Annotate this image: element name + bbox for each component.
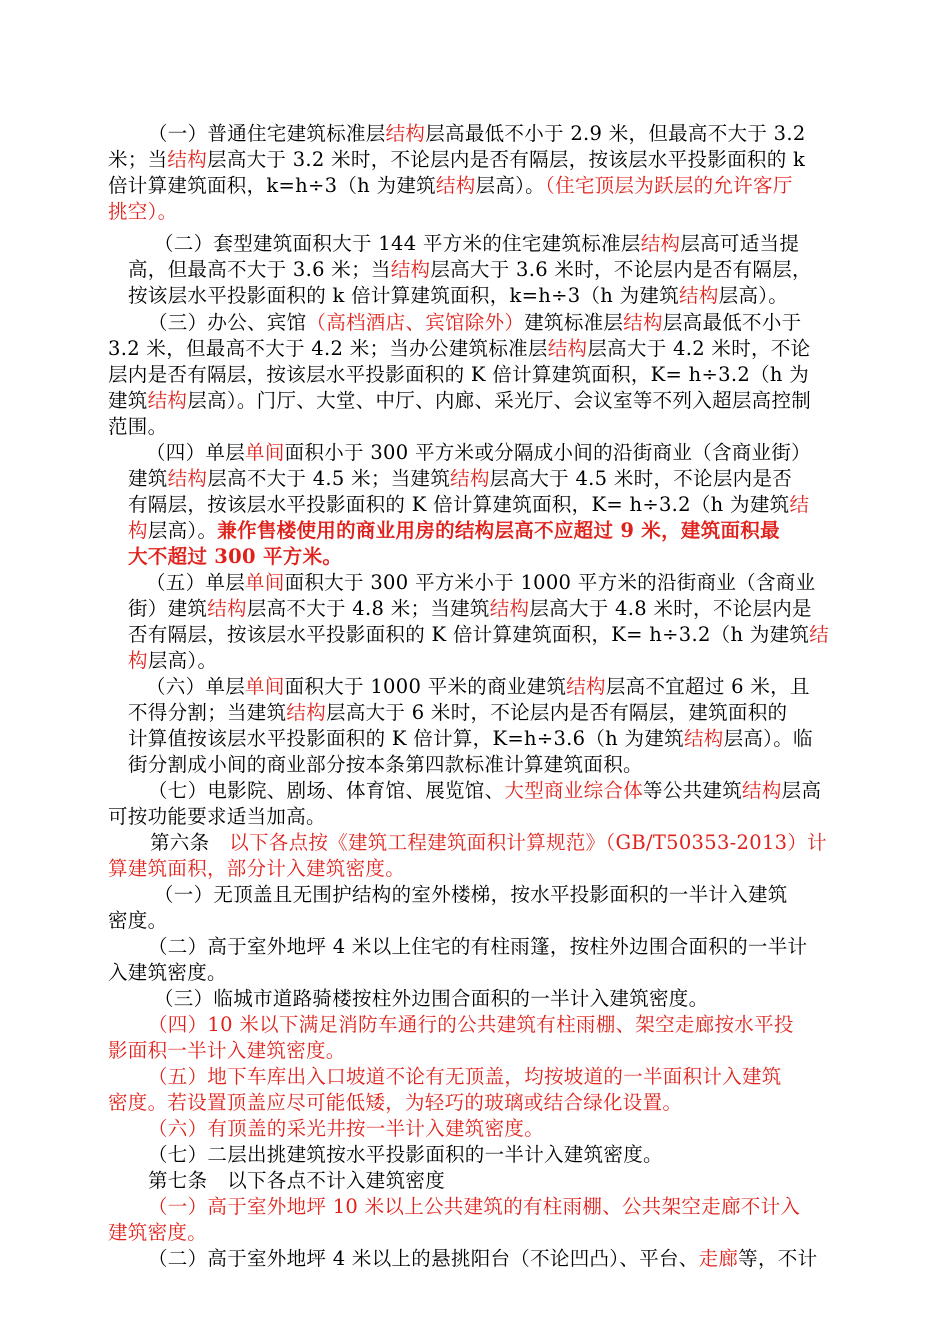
highlighted-text: 挑空）。: [108, 200, 178, 223]
body-text: 层高不宜超过 6 米，且: [605, 675, 810, 698]
highlighted-text: 兼作售楼使用的商业用房的结构层高不应超过 9 米，建筑面积最: [217, 519, 780, 542]
text-line: [154, 882, 851, 908]
body-text: （二）套型建筑面积大于 144 平方米的住宅建筑标准层: [154, 232, 641, 255]
highlighted-text: （住宅顶层为跃层的允许客厅: [544, 174, 793, 197]
text-line: [148, 778, 851, 804]
body-text: 层高大于 4.5 米时，不论层内是否: [489, 467, 793, 490]
highlighted-text: 结构: [623, 311, 663, 334]
body-text: 层高大于 4.2 米时，不论: [587, 337, 811, 360]
body-text: （七）二层出挑建筑按水平投影面积的一半计入建筑密度。: [148, 1143, 663, 1166]
text-line: [108, 908, 851, 934]
text-line: [148, 1116, 851, 1142]
highlighted-text: 结构: [385, 122, 426, 145]
body-text: 建筑标准层: [524, 311, 624, 334]
body-text: 层高大于 3.6 米时，不论层内是否有隔层，: [430, 258, 812, 281]
highlighted-text: 结构: [390, 258, 431, 281]
text-line: [148, 1194, 851, 1220]
highlighted-text: 影面积一半计入建筑密度。: [108, 1039, 346, 1062]
text-line: [148, 1012, 851, 1038]
highlighted-text: 结构: [547, 337, 588, 360]
body-text: 第七条 以下各点不计入建筑密度: [148, 1169, 446, 1192]
body-text: （六）单层: [146, 675, 246, 698]
body-text: （三）办公、宾馆: [148, 311, 307, 334]
highlighted-text: 结构: [683, 727, 724, 750]
highlighted-text: （六）有顶盖的采光井按一半计入建筑密度。: [148, 1117, 545, 1140]
body-text: 3.2 米，但最高不大于 4.2 米；当办公建筑标准层: [108, 337, 548, 360]
body-text: 层高）。临: [723, 727, 813, 750]
text-line: [108, 1220, 851, 1246]
text-line: [128, 648, 851, 674]
body-text: 层高）。: [147, 519, 218, 542]
text-line: [146, 570, 851, 596]
body-text: 层高大于 4.8 米时，不论层内是: [529, 597, 812, 620]
highlighted-text: 单间: [245, 441, 285, 464]
highlighted-text: （四）10 米以下满足消防车通行的公共建筑有柱雨棚、架空走廊按水平投: [148, 1013, 794, 1036]
body-text: 第六条: [150, 831, 230, 854]
body-text: 层高不大于 4.8 米；当建筑: [246, 597, 490, 620]
highlighted-text: 结构: [167, 467, 208, 490]
body-text: 范围。: [108, 415, 168, 438]
body-text: 层高）。: [147, 649, 218, 672]
body-text: （七）电影院、剧场、体育馆、展览馆、: [148, 779, 505, 802]
body-text: 层高最低不小于: [662, 311, 802, 334]
highlighted-text: 结构: [679, 284, 719, 307]
body-text: 层内是否有隔层，按该层水平投影面积的 K 倍计算建筑面积，K= h÷3.2（h 为: [108, 363, 810, 386]
body-text: 密度。: [108, 909, 168, 932]
body-text: 层高）。: [718, 284, 789, 307]
body-text: 面积大于 300 平方米小于 1000 平方米的沿街商业（含商业: [284, 571, 816, 594]
body-text: 层高大于 3.2 米时，不论层内是否有隔层，按该层水平投影面积的 k: [207, 148, 806, 171]
text-line: [128, 700, 851, 726]
body-text: 层高）。门厅、大堂、中厅、内廊、采光厅、会议室等不列入超层高控制: [187, 389, 812, 412]
body-text: （五）单层: [146, 571, 246, 594]
highlighted-text: 结构: [147, 389, 188, 412]
body-text: 街分割成小间的商业部分按本条第四款标准计算建筑面积。: [128, 753, 643, 776]
text-line: [128, 492, 851, 518]
text-line: [108, 388, 851, 414]
text-line: [108, 147, 851, 173]
body-text: 层高最低不小于 2.9 米，但最高不大于 3.2: [425, 122, 806, 145]
body-text: 否有隔层，按该层水平投影面积的 K 倍计算建筑面积，K= h÷3.2（h 为建筑: [128, 623, 810, 646]
body-text: 面积小于 300 平方米或分隔成小间的沿街商业（含商业街）: [284, 441, 811, 464]
text-line: [148, 310, 851, 336]
body-text: 层高可适当提: [680, 232, 800, 255]
body-text: 倍计算建筑面积，k=h÷3（h 为建筑: [108, 174, 436, 197]
text-line: [128, 726, 851, 752]
text-line: [128, 466, 851, 492]
highlighted-text: 结构: [286, 701, 327, 724]
highlighted-text: 结构: [207, 597, 247, 620]
highlighted-text: 结: [789, 493, 810, 516]
body-text: 按该层水平投影面积的 k 倍计算建筑面积，k=h÷3（h 为建筑: [128, 284, 680, 307]
highlighted-text: 构: [128, 649, 148, 672]
body-text: 面积大于 1000 平米的商业建筑: [284, 675, 567, 698]
highlighted-text: 大型商业综合体: [504, 779, 644, 802]
text-line: [148, 1168, 851, 1194]
text-line: [146, 674, 851, 700]
body-text: 有隔层，按该层水平投影面积的 K 倍计算建筑面积，K= h÷3.2（h 为建筑: [128, 493, 790, 516]
text-line: [154, 231, 851, 257]
text-line: [128, 544, 851, 570]
text-line: [148, 121, 851, 147]
highlighted-text: 建筑密度。: [108, 1221, 208, 1244]
text-line: [108, 960, 851, 986]
text-line: [128, 518, 851, 544]
text-line: [108, 336, 851, 362]
highlighted-text: 单间: [245, 571, 285, 594]
body-text: 建筑: [108, 389, 148, 412]
body-text: 街）建筑: [128, 597, 208, 620]
highlighted-text: 结构: [489, 597, 530, 620]
text-line: [108, 856, 851, 882]
highlighted-text: 算建筑面积，部分计入建筑密度。: [108, 857, 406, 880]
text-line: [108, 414, 851, 440]
text-line: [108, 173, 851, 199]
body-text: （三）临城市道路骑楼按柱外边围合面积的一半计入建筑密度。: [154, 987, 709, 1010]
text-line: [128, 622, 851, 648]
body-text: （一）普通住宅建筑标准层: [148, 122, 386, 145]
body-text: 等公共建筑: [643, 779, 743, 802]
body-text: 米；当: [108, 148, 168, 171]
text-line: [128, 257, 851, 283]
text-line: [146, 440, 851, 466]
body-text: 等，不计: [738, 1247, 818, 1270]
text-line: [128, 283, 851, 309]
text-line: [148, 1142, 851, 1168]
highlighted-text: 结构: [640, 232, 681, 255]
text-line: [154, 986, 851, 1012]
text-line: [148, 1064, 851, 1090]
text-line: [128, 752, 851, 778]
highlighted-text: 结构: [742, 779, 782, 802]
body-text: 可按功能要求适当加高。: [108, 805, 326, 828]
highlighted-text: 构: [128, 519, 148, 542]
highlighted-text: 结构: [566, 675, 606, 698]
text-line: [108, 804, 851, 830]
body-text: 层高不大于 4.5 米；当建筑: [207, 467, 451, 490]
body-text: 层高）。: [475, 174, 545, 197]
body-text: 建筑: [128, 467, 168, 490]
text-line: [108, 1090, 851, 1116]
body-text: 入建筑密度。: [108, 961, 227, 984]
body-text: 计算值按该层水平投影面积的 K 倍计算，K=h÷3.6（h 为建筑: [128, 727, 684, 750]
body-text: （一）无顶盖且无围护结构的室外楼梯，按水平投影面积的一半计入建筑: [154, 883, 788, 906]
body-text: （四）单层: [146, 441, 246, 464]
highlighted-text: 大不超过 300 平方米。: [128, 545, 343, 568]
highlighted-text: 结构: [435, 174, 476, 197]
text-line: [148, 934, 851, 960]
highlighted-text: 走廊: [698, 1247, 739, 1270]
text-line: [108, 362, 851, 388]
text-line: [128, 596, 851, 622]
highlighted-text: 结: [809, 623, 830, 646]
highlighted-text: 以下各点按《建筑工程建筑面积计算规范》（GB/T50353-2013）计: [229, 831, 827, 854]
body-text: （二）高于室外地坪 4 米以上住宅的有柱雨篷，按柱外边围合面积的一半计: [148, 935, 808, 958]
highlighted-text: 单间: [245, 675, 285, 698]
body-text: （二）高于室外地坪 4 米以上的悬挑阳台（不论凹凸）、平台、: [148, 1247, 699, 1270]
highlighted-text: （五）地下车库出入口坡道不论有无顶盖，均按坡道的一半面积计入建筑: [148, 1065, 782, 1088]
highlighted-text: 结构: [450, 467, 490, 490]
highlighted-text: 结构: [167, 148, 208, 171]
text-line: [148, 1246, 851, 1272]
text-line: [150, 830, 851, 856]
body-text: 高，但最高不大于 3.6 米；当: [128, 258, 391, 281]
highlighted-text: （一）高于室外地坪 10 米以上公共建筑的有柱雨棚、公共架空走廊不计入: [148, 1195, 801, 1218]
text-line: [108, 1038, 851, 1064]
body-text: 层高大于 6 米时，不论层内是否有隔层，建筑面积的: [326, 701, 788, 724]
body-text: 层高: [781, 779, 822, 802]
highlighted-text: 密度。若设置顶盖应尽可能低矮，为轻巧的玻璃或结合绿化设置。: [108, 1091, 683, 1114]
highlighted-text: （高档酒店、宾馆除外）: [306, 311, 525, 334]
body-text: 不得分割；当建筑: [128, 701, 287, 724]
text-line: [108, 199, 851, 225]
